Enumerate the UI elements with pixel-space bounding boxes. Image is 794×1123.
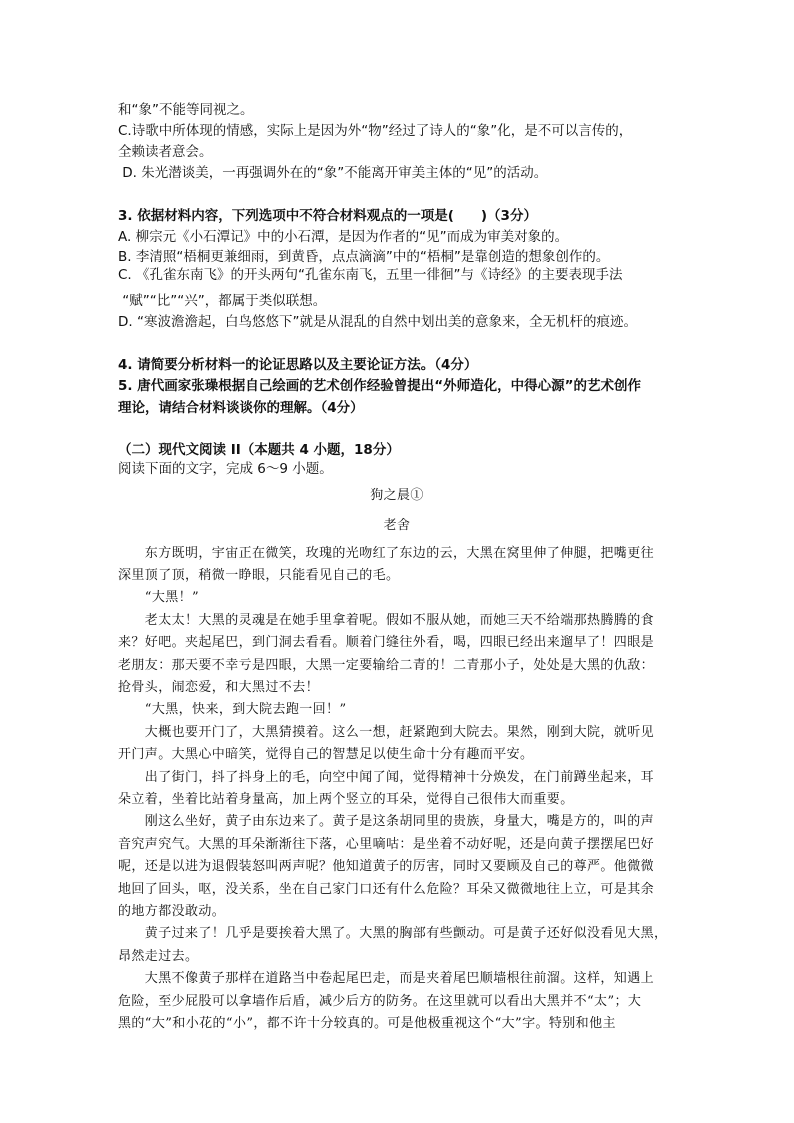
story-line: 刚这么坐好，黄子由东边来了。黄子是这条胡同里的贵族，身量大，嘴是方的，叫的声 [118,814,655,829]
section-heading: （二）现代文阅读 II（本题共 4 小题，18分） [118,442,400,458]
story-line: 黄子过来了！几乎是要挨着大黑了。大黑的胸部有些颤动。可是黄子还好似没看见大黑， [118,926,668,941]
text-line: 和“象”不能等同视之。 [118,102,254,118]
story-line: 昂然走过去。 [118,949,199,964]
story-author: 老舍 [383,518,411,533]
text-line: D. 朱光潜谈美，一再强调外在的“象”不能离开审美主体的“见”的活动。 [118,165,548,181]
question-5-line: 5. 唐代画家张璪根据自己绘画的艺术创作经验曾提出“外师造化，中得心源”的艺术创作 [118,378,641,394]
story-line: 开门声。大黑心中暗笑，觉得自己的智慧足以使生命十分有趣而平安。 [118,747,534,762]
text-line: C.诗歌中所体现的情感，实际上是因为外“物”经过了诗人的“象”化，是不可以言传的， [118,123,633,139]
story-line: 危险，至少屁股可以拿墙作后盾，减少后方的防务。在这里就可以看出大黑并不“太”；大 [118,994,642,1009]
story-line: 深里顶了顶，稍微一睁眼，只能看见自己的毛。 [118,568,400,583]
story-line: 黑的“大”和小花的“小”，都不许十分较真的。可是他极重视这个“大”字。特别和他主 [118,1016,616,1031]
story-line: “大黑！” [118,590,200,605]
story-line: 东方既明，宇宙正在微笑，玫瑰的光吻红了东边的云，大黑在窝里伸了伸腿，把嘴更往 [118,546,655,561]
text-line: 全赖读者意会。 [118,144,213,160]
story-line: 音究声究气。大黑的耳朵渐渐往下落，心里嘀咕：是坐着不动好呢，还是向黄子摆摆尾巴好 [118,837,655,852]
option-d: D. “寒波澹澹起，白鸟悠悠下”就是从混乱的自然中划出美的意象来，全无机杆的痕迹。 [118,314,637,330]
story-title: 狗之晨① [370,488,424,503]
option-a: A. 柳宗元《小石潭记》中的小石潭，是因为作者的“见”而成为审美对象的。 [118,229,569,245]
story-line: 出了街门，抖了抖身上的毛，向空中闻了闻，觉得精神十分焕发，在门前蹲坐起来，耳 [118,770,655,785]
story-line: 抢骨头，闹恋爱，和大黑过不去！ [118,680,320,695]
story-line: 老朋友：那天要不幸亏是四眼，大黑一定要输给二青的！二青那小子，处处是大黑的仇敌： [118,658,655,673]
story-line: 老太太！大黑的灵魂是在她手里拿着呢。假如不服从她，而她三天不给端那热腾腾的食 [118,613,655,628]
option-c-continued: “赋”“比”“兴”，都属于类似联想。 [118,293,327,309]
option-c: C. 《孔雀东南飞》的开头两句“孔雀东南飞，五里一徘徊”与《诗经》的主要表现手法 [118,267,623,283]
story-line: 来？好吧。夹起尾巴，到门洞去看看。顺着门缝往外看，喝，四眼已经出来遛早了！四眼是 [118,635,655,650]
option-b: B. 李清照“梧桐更兼细雨，到黄昏，点点滴滴”中的“梧桐”是靠创造的想象创作的。 [118,249,610,265]
story-line: 大概也要开门了，大黑猜摸着。这么一想，赶紧跑到大院去。果然，刚到大院，就听见 [118,725,655,740]
story-line: 呢，还是以进为退假装怒叫两声呢？他知道黄子的厉害，同时又要顾及自己的尊严。他微微 [118,859,655,874]
story-line: 地回了回头，呕，没关系，坐在自己家门口还有什么危险？耳朵又微微地往上立，可是其余 [118,882,655,897]
story-line: “大黑，快来，到大院去跑一回！” [118,702,347,717]
story-line: 朵立着，坐着比站着身量高，加上两个竖立的耳朵，觉得自己很伟大而重要。 [118,792,574,807]
story-line: 的地方都没敢动。 [118,904,226,919]
question-3-title: 3. 依据材料内容，下列选项中不符合材料观点的一项是( )（3分） [118,208,537,224]
story-line: 大黑不像黄子那样在道路当中卷起尾巴走，而是夹着尾巴顺墙根往前溜。这样，知遇上 [118,971,655,986]
question-5-line: 理论，请结合材料谈谈你的理解。（4分） [118,400,364,416]
section-instruction: 阅读下面的文字，完成 6～9 小题。 [118,461,333,477]
question-4: 4. 请简要分析材料一的论证思路以及主要论证方法。（4分） [118,357,478,373]
